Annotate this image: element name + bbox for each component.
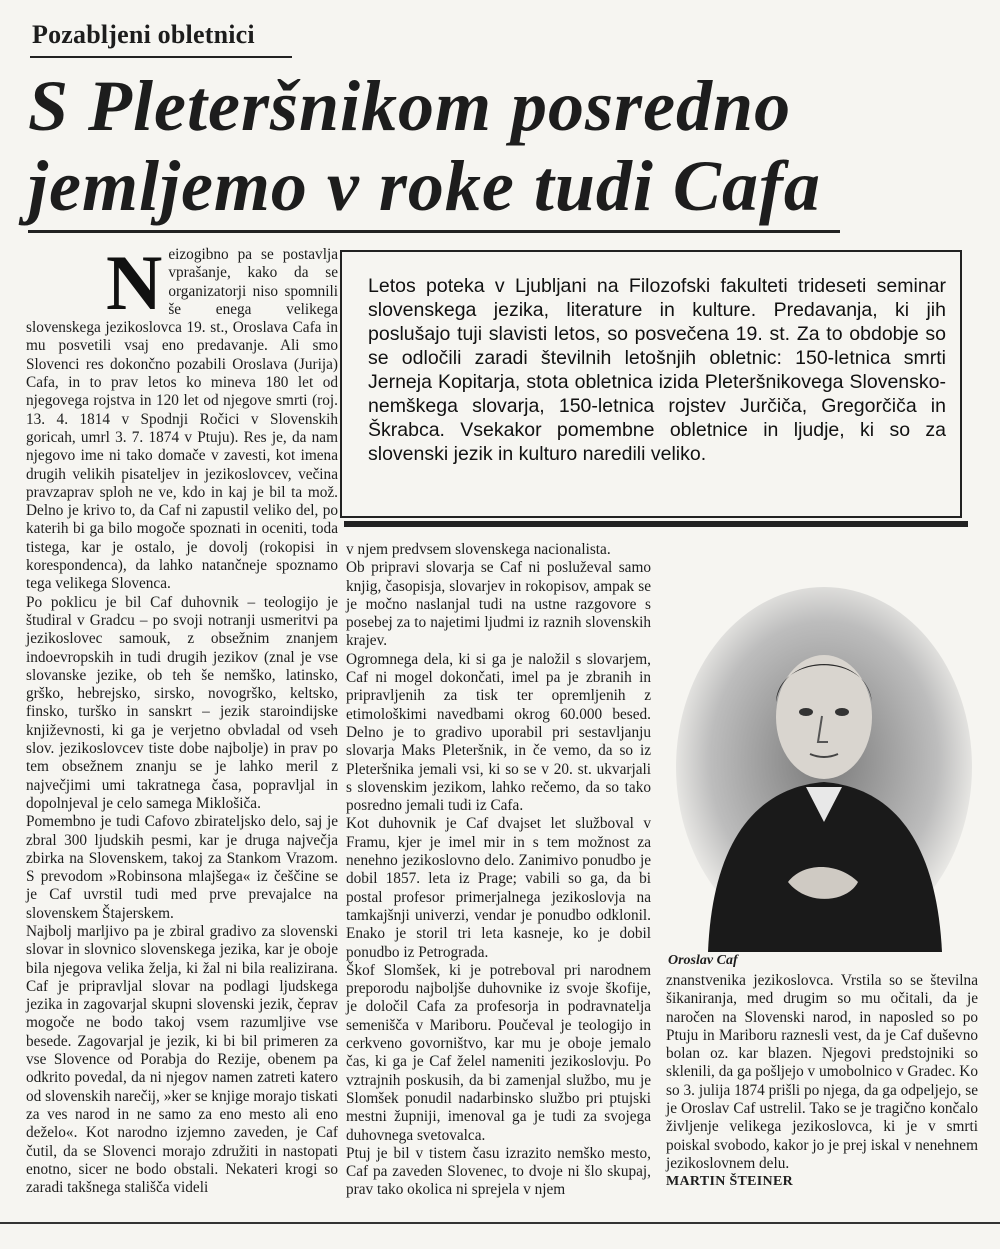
portrait-image	[668, 582, 980, 952]
drop-cap: N	[106, 239, 163, 326]
article-column-1	[26, 239, 338, 1236]
headline: S Pleteršnikom posredno jemljemo v roke tudi Cafa	[28, 66, 821, 226]
paragraph: znanstvenika jezikoslovca. Vrstila so se številna šikaniranja, med drugim so mu očitali, da je naročen na Slovenski narod, in naposled so po Ptuju in Mariboru raznesli vest, da je Caf duševno bolan oz. kar blazen. Njegovi predstojniki so sklenili, da ga pošljejo v umobolnico v Gradec. Ko so 3. julija 1874 prišli po njega, da ga odpeljejo, se je Oroslav Caf ustrelil. Tako se je tragično končalo življenje velikega jezikoslovca, ki je v smrti poiskal svobodo, kakor jo je prej iskal v nenehnem jezikoslovnem delu.	[666, 972, 978, 1172]
article-column-2	[346, 541, 651, 1199]
article-column-3	[666, 972, 978, 1190]
paragraph: Ptuj je bil v tistem času izrazito nemško mesto, Caf pa zaveden Slovenec, to dvoje ni šlo skupaj, prav tako okolica ni sprejela v njem	[346, 1144, 651, 1199]
headline-rule	[28, 230, 840, 233]
paragraph: Kot duhovnik je Caf dvajset let služboval v Framu, kjer je imel mir in s tem možnost za nenehno jezikoslovno delo. Zanimivo ponudbo je dobil 1857. leta iz Prage; vabili so ga, da bi postal profesor primerjalnega jezikoslovja na tamkajšnji univerzi, vendar je ponudbo odklonil. Enako je storil tri leta kasneje, ko je dobil ponudbo iz Petrograda.	[346, 815, 651, 961]
author-byline: MARTIN ŠTEINER	[666, 1174, 794, 1190]
paragraph: v njem predvsem slovenskega nacionalista.	[346, 541, 611, 558]
paragraph: Neizogibno pa se postavlja vprašanje, kako da se organizatorji niso spomnili še enega velikega slovenskega jezikoslovca 19. st., Oroslava Cafa in mu posvetili vsaj eno predavanje. Ali smo Slovenci res dokončno pozabili Oroslava (Jurija) Cafa, in to prav letos ko mineva 180 let od njegovega rojstva in 120 let od njegove smrti (roj. 13. 4. 1814 v Spodnji Ročici v Slovenskih goricah, umrl 3. 7. 1874 v Ptuju). Res je, da nam njegovo ime ni tako domače v zavesti, kot imena drugih velikih pisateljev in jezikoslovcev, večina pravzaprav sploh ne ve, kdo in kaj je bil ta mož. Delno je krivo to, da Caf ni zapustil veliko del, po katerih bi ga bilo mogoče spoznati in oceniti, toda tistega, kar je ostalo, je dovolj (rokopisi in korespondenca), da lahko natančneje spoznamo tega velikega Slovenca.	[26, 239, 338, 593]
intro-box-text: Letos poteka v Ljubljani na Filozofski fakulteti trideseti seminar slovenskega jezika, literature in kulture. Predavanja, ki jih poslušajo tuji slavisti letos, so posvečena 19. st. Za to obdobje so se odločili zaradi številnih letošnjih obletnic: 150-letnica smrti Jerneja Kopitarja, stota obletnica izida Pleteršnikovega Slovensko-nemškega slovarja, 150-letnica rojstev Jurčiča, Gregorčiča in Škrabca. Vsekakor pomembne obletnice in ljudje, ki so za slovenski jezik in kulturo naredili veliko.	[368, 275, 946, 465]
paragraph: Po poklicu je bil Caf duhovnik – teologijo je študiral v Gradcu – po svoji notranji usmeritvi pa jezikoslovec samouk, z obsežnim znanjem indoevropskih in tudi drugih jezikov (znal je vse slovanske jezike, ob teh še nemško, latinsko, grško, hebrejsko, sirsko, novogrško, keltsko, finsko, turško in sanskrt – jezik staroindijske književnosti, ki ga je verjetno obvladal od vseh slov. jezikoslovcev tiste dobe najbolje) in prav po tem obsežnem znanju se je lahko meril z največjimi umi takratnega časa, popravljal in dopolnjeval je celo samega Miklošiča.	[26, 593, 338, 812]
bottom-rule	[0, 1222, 1000, 1224]
kicker: Pozabljeni obletnici	[32, 20, 255, 49]
paragraph: Ob pripravi slovarja se Caf ni posluževal samo knjig, časopisja, slovarjev in rokopisov, ampak se je močno naslanjal tudi na ustne razgovore s posebej za to najetimi ljudmi iz raznih slovenskih krajev.	[346, 559, 651, 650]
paragraph: Pomembno je tudi Cafovo zbirateljsko delo, saj je zbral 300 ljudskih pesmi, kar je druga največja zbirka na Slovenskem, takoj za Stankom Vrazom. S prevodom »Robinsona mlajšega« iz češčine se je Caf uvrstil tudi med prve prevajalce na slovenskem Štajerskem.	[26, 813, 338, 922]
intro-box	[340, 250, 962, 518]
intro-box-shadow	[344, 521, 968, 527]
paragraph: Škof Slomšek, ki je potreboval pri narodnem preporodu najboljše duhovnike iz svoje škofije, je določil Cafa za profesorja in podravnatelja semenišča v Mariboru. Poučeval je teologijo in cerkveno govorništvo, kar mu je oboje jemalo čas, ki ga je Caf želel nameniti jezikoslovju. Po vztrajnih poskusih, da bi zamenjal službo, mu je Slomšek ponudil nadarbinsko službo pri ptujski mestni župniji, imenoval ga je tudi za svojega duhovnega svetovalca.	[346, 961, 651, 1144]
kicker-underline	[30, 56, 292, 58]
paragraph: Najbolj marljivo pa je zbiral gradivo za slovenski slovar in slovnico slovenskega jezika, kar je oboje bila njegova velika želja, ki žal ni bila realizirana. Caf je pripravljal slovar na podlagi ljudskega jezika in zagovarjal skupni slovenski jezik, čeprav mogoče ne bodo takoj vsem razumljive vse besede. Zagovarjal je jezik, ki bi bil primeren za vse Slovence od Porabja do Rezije, obenem pa odkrito povedal, da ni njegov namen zatreti katero od slovenskih narečij, »ker se knjige morajo tiskati za ves narod in ne samo za eno mesto ali eno deželo«. Kot narodno izjemno zaveden, je Caf čutil, da se Slovenci morajo združiti in nastopati enotno, sicer ne bodo obstali. Nekateri krogi so zaradi takšnega stališča videli	[26, 922, 338, 1197]
paragraph: Ogromnega dela, ki si ga je naložil s slovarjem, Caf ni mogel dokončati, imel pa je zbranih in pripravljenih za tisk ter opremljenih z etimološkimi navedbami okrog 60.000 besed. Delno je to gradivo uporabil pri sestavljanju slovarja Maks Pleteršnik, in če vemo, da so iz Pleteršnika jemali vsi, ki so se v 20. st. ukvarjali s slovenskim jezikom, lahko rečemo, da so tako posredno jemali tudi iz Cafa.	[346, 650, 651, 815]
portrait-caption: Oroslav Caf	[668, 953, 738, 968]
portrait-photo	[668, 582, 980, 952]
